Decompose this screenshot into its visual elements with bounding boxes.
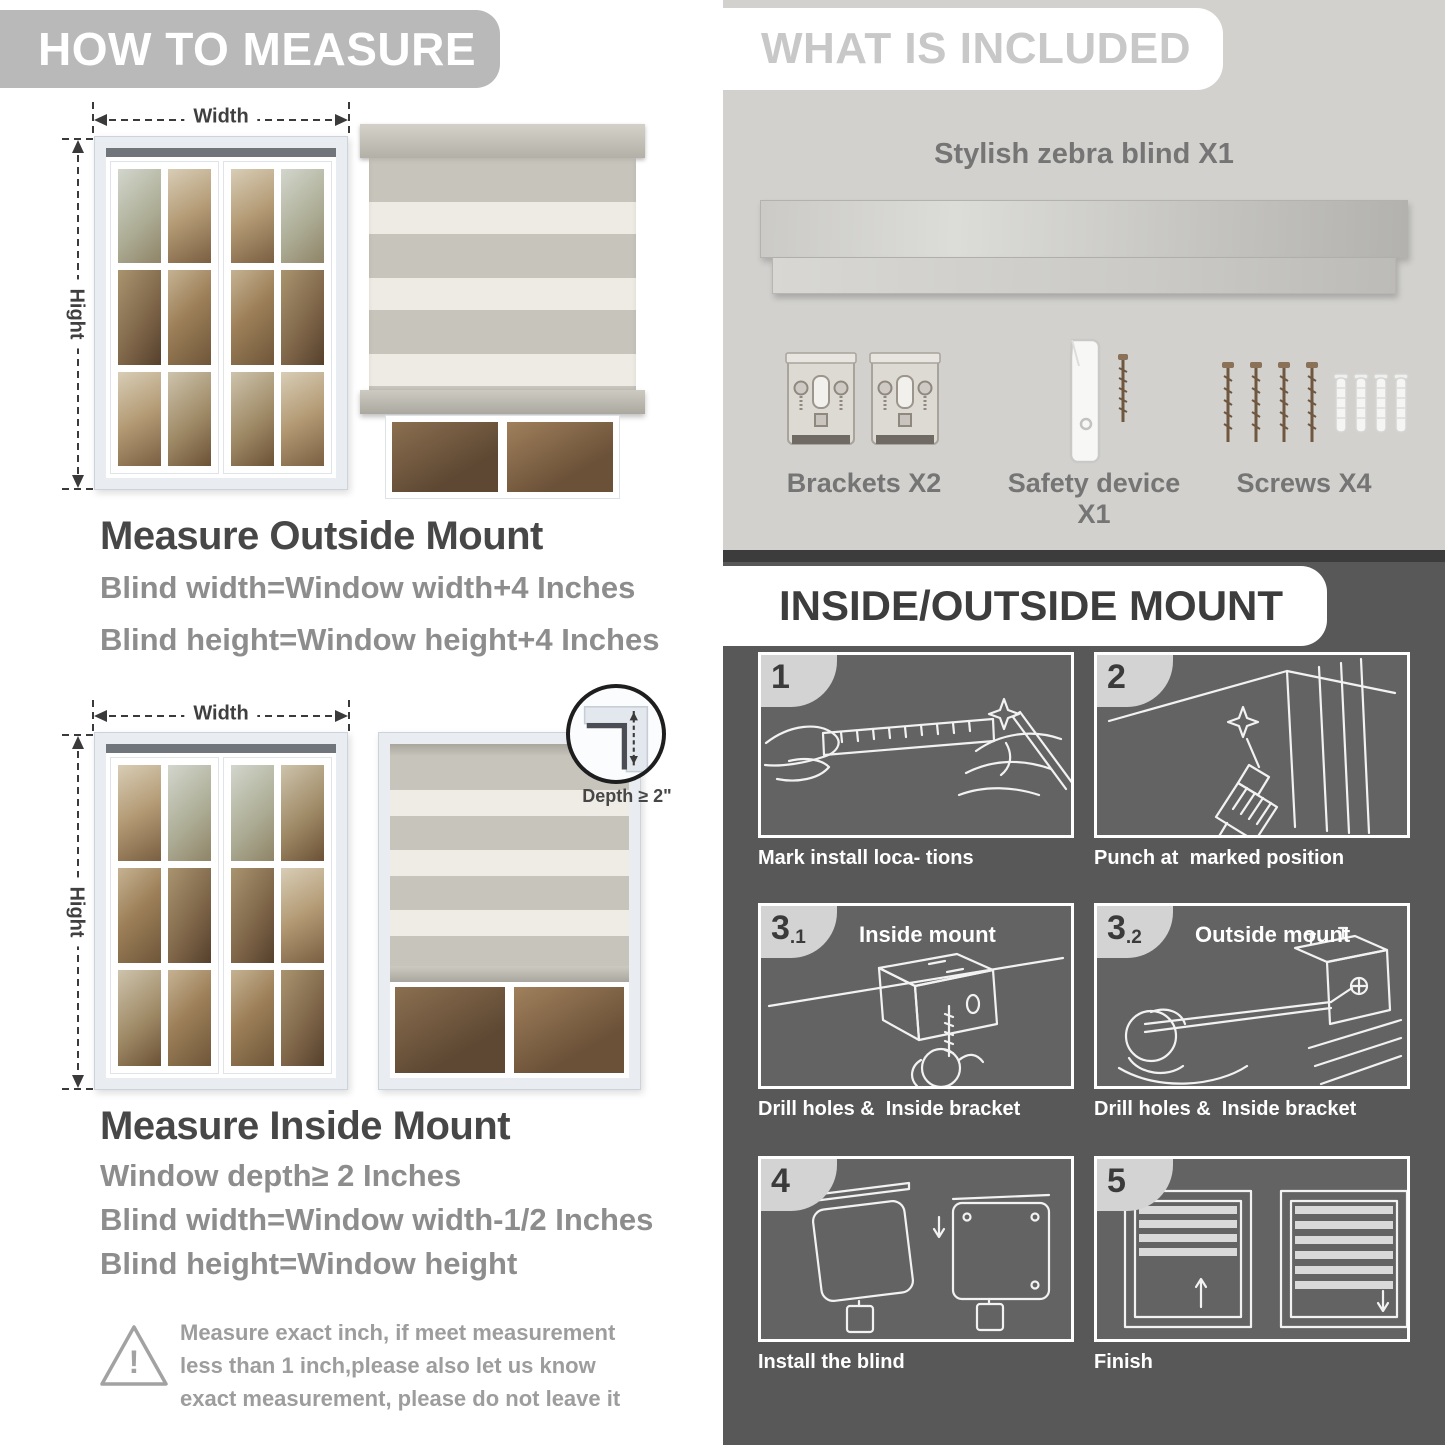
step-tag: Outside mount [1195,922,1351,947]
inside-formula-width: Blind width=Window width-1/2 Inches [100,1202,654,1237]
how-to-measure-header: HOW TO MEASURE [0,10,500,88]
step-2 [1094,652,1410,870]
step-caption: Mark install loca- tions [758,847,974,869]
width-measure-arrow-outside [92,98,350,136]
step-number-badge: 4 [761,1159,837,1211]
outside-formula-height: Blind height=Window height+4 Inches [100,622,660,657]
blind-headrail-image [760,200,1408,258]
window-door [111,162,218,473]
blind-headrail [360,124,645,158]
outside-formula-width: Blind width=Window width+4 Inches [100,570,636,605]
measure-inside-title: Measure Inside Mount [100,1104,511,1148]
measure-outside-title: Measure Outside Mount [100,514,543,558]
window-illustration-inside [94,732,348,1090]
step-caption: Drill holes & Inside bracket [1094,1098,1357,1120]
step-caption: Finish [1094,1351,1153,1373]
step-1 [758,652,1074,870]
height-measure-arrow-outside [56,138,96,490]
window-illustration-outside [94,136,348,490]
window-door [224,758,331,1073]
brackets-image [784,350,942,463]
step-5 [1094,1156,1410,1374]
blind-bottom-rail [390,966,629,982]
step-number-badge: 2 [1097,655,1173,707]
inside-formula-depth: Window depth≥ 2 Inches [100,1158,462,1193]
blind-bottom-rail [360,390,645,414]
screws-label: Screws X4 [1236,468,1372,498]
step-caption: Drill holes & Inside bracket [758,1098,1021,1120]
inside-outside-mount-header: INSIDE/OUTSIDE MOUNT [723,566,1327,646]
window-top-gap [106,148,336,157]
warning-triangle-icon [96,1320,172,1392]
warning-exclamation: ! [128,1344,140,1380]
step-caption: Install the blind [758,1351,905,1373]
step-caption: Punch at marked position [1094,847,1345,869]
height-label: Hight [65,279,88,348]
blind-valance-image [772,258,1396,294]
step-number-badge: 1 [761,655,837,707]
step-number-badge: 3 .2 [1097,906,1173,958]
brackets-label: Brackets X2 [786,468,942,498]
step-3-2 [1094,903,1410,1121]
height-label: Hight [65,877,88,946]
step-number-badge: 5 [1097,1159,1173,1211]
panel-divider [723,550,1445,562]
what-is-included-header: WHAT IS INCLUDED [723,8,1223,90]
blind-item-label: Stylish zebra blind X1 [934,138,1234,170]
depth-magnifier-icon [566,684,666,784]
width-label: Width [184,703,257,726]
blind-illustration-outside [360,124,645,490]
screws-image [1218,354,1410,459]
inside-formula-height: Blind height=Window height [100,1246,518,1281]
width-label: Width [184,106,257,129]
step-3-1 [758,903,1074,1121]
width-measure-arrow-inside [92,696,350,732]
window-below-blind [386,416,619,498]
safety-device-label: Safety device X1 [1007,468,1181,529]
depth-label: Depth ≥ 2" [582,786,672,806]
step-number-badge: 3 .1 [761,906,837,958]
window-door [224,162,331,473]
window-door [111,758,218,1073]
window-below-blind [390,982,629,1078]
step-4 [758,1156,1074,1374]
step-tag: Inside mount [859,922,996,947]
height-measure-arrow-inside [56,734,96,1090]
window-top-gap [106,744,336,753]
safety-device-image [1060,336,1146,473]
warning-text: Measure exact inch, if meet measurement less than 1 inch,please also let us know exact measurement, please do not leave it [180,1320,621,1411]
blind-stripes [369,158,636,390]
